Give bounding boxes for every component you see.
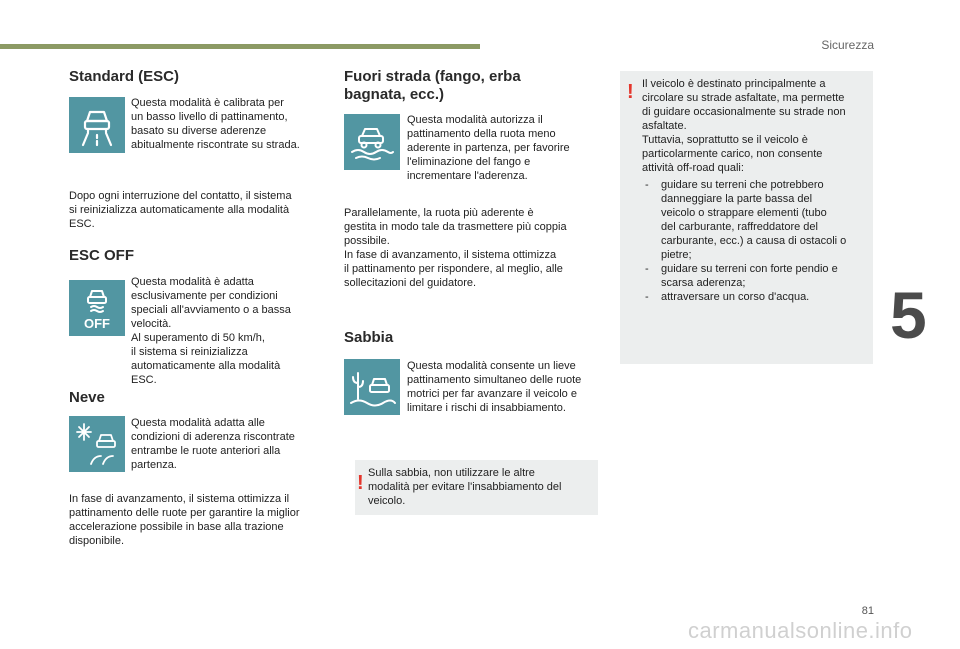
fuori-strada-description: Questa modalità autorizza il pattinamento della ruota meno aderente in partenza, per favorire l'eliminazione del fango e incrementare l'aderenza. (407, 114, 570, 182)
offroad-bullet-item: guidare su terreni con forte pendio e scarsa aderenza; (661, 263, 838, 289)
warning-icon: ! (627, 81, 634, 103)
traction-road-icon (69, 97, 125, 153)
neve-title: Neve (69, 389, 105, 406)
page-number: 81 (861, 605, 874, 617)
standard-description: Questa modalità è calibrata per un basso livello di pattinamento, basato su diverse aderenze abitualmente riscontrate su strada. (131, 97, 300, 151)
offroad-warning-box (620, 71, 873, 364)
sand-mode-icon (344, 359, 400, 415)
standard-reset-text: Dopo ogni interruzione del contatto, il sistema si reinizializza automaticamente alla modalità ESC. (69, 190, 292, 230)
offroad-bullet-item: guidare su terreni che potrebbero danneggiare la parte bassa del veicolo o strappare elementi (tubo del carburante, raffreddatore del carburante, ecc.) a causa di ostacoli o pietre; (661, 179, 847, 261)
esc-off-title: ESC OFF (69, 247, 135, 264)
neve-operation-text: In fase di avanzamento, il sistema ottimizza il pattinamento delle ruote per garantire la miglior accelerazione possibile in base alla trazione disponibile. (69, 493, 300, 547)
sabbia-warning-text: Sulla sabbia, non utilizzare le altre modalità per evitare l'insabbiamento del veicolo. (368, 467, 562, 507)
esc-off-icon-label: OFF (84, 316, 110, 331)
esc-off-description: Questa modalità è adatta esclusivamente per condizioni speciali all'avviamento o a bassa velocità. Al superamento di 50 km/h, il sistema si reinizializza automaticamente alla modalità ESC. (131, 276, 291, 386)
bullet-marker: - (645, 263, 649, 275)
bullet-marker: - (645, 179, 649, 191)
esc-off-icon (69, 280, 125, 336)
standard-title: Standard (ESC) (69, 68, 180, 85)
chapter-number: 5 (890, 278, 927, 352)
fuori-strada-title: Fuori strada (fango, erba bagnata, ecc.) (344, 68, 521, 103)
warning-icon: ! (357, 472, 364, 494)
sabbia-description: Questa modalità consente un lieve pattinamento simultaneo delle ruote motrici per far avanzare il veicolo e limitare i rischi di insabbiamento. (407, 360, 582, 414)
offroad-bullet-item: attraversare un corso d'acqua. (661, 291, 810, 303)
offroad-warning-text: Il veicolo è destinato principalmente a circolare su strade asfaltate, ma permette di guidare occasionalmente su strade non asfaltate. Tuttavia, soprattutto se il veicolo è particolarmente carico, non consente attività off-road quali: (642, 78, 846, 174)
bullet-marker: - (645, 291, 649, 303)
section-label: Sicurezza (821, 38, 874, 52)
watermark: carmanualsonline.info (688, 618, 913, 643)
neve-description: Questa modalità adatta alle condizioni di aderenza riscontrate entrambe le ruote anteriori alla partenza. (131, 417, 295, 471)
sabbia-title: Sabbia (344, 329, 394, 346)
snow-mode-icon (69, 416, 125, 472)
header-accent-bar (0, 44, 480, 49)
fuori-strada-operation-text: Parallelamente, la ruota più aderente è gestita in modo tale da trasmettere più coppia possibile. In fase di avanzamento, il sistema ottimizza il pattinamento per rispondere, al meglio, alle sollecitazioni del guidatore. (344, 207, 567, 289)
mud-mode-icon (344, 114, 400, 170)
sabbia-warning-box (355, 460, 598, 515)
